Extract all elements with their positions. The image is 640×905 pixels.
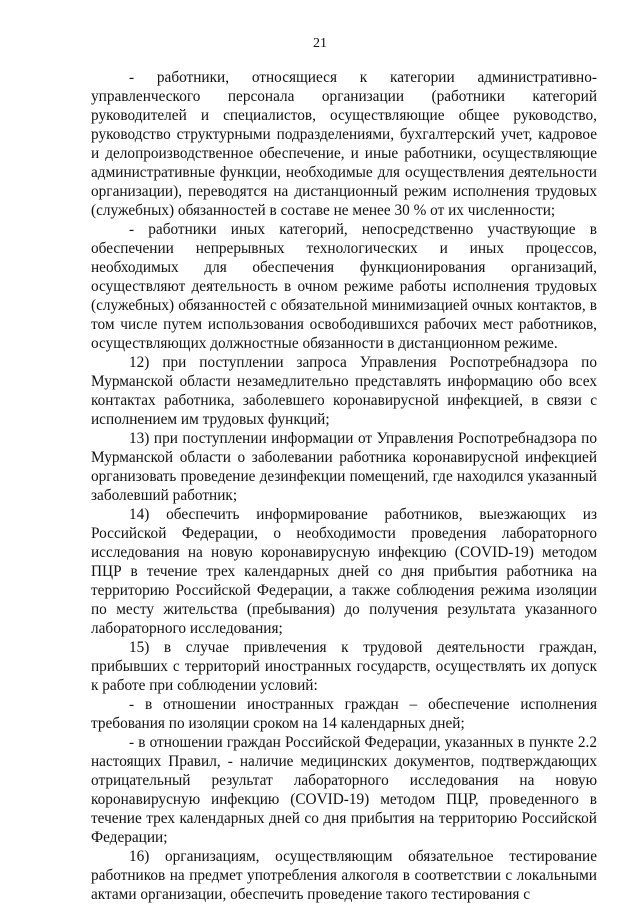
- paragraph-item-13: 13) при поступлении информации от Управления Роспотребнадзора по Мурманской области о заболевании работника коронавирусной инфекцией организовать проведение дезинфекции помещений, где находился указанный заболевший работник;: [91, 430, 597, 504]
- paragraph-russian-citizens: - в отношении граждан Российской Федерации, указанных в пункте 2.2 настоящих Правил, - наличие медицинских документов, подтверждающих отрицательный результат лабораторного исследования на новую коронавирусную инфекцию (COVID-19) методом ПЦР, проведенного в течение трех календарных дней со дня прибытия на территорию Российской Федерации;: [91, 734, 597, 846]
- paragraph-foreign-citizens: - в отношении иностранных граждан – обеспечение исполнения требования по изоляции сроком на 14 календарных дней;: [91, 696, 597, 732]
- paragraph-item-16: 16) организациям, осуществляющим обязательное тестирование работников на предмет употребления алкоголя в соответствии с локальными актами организации, обеспечить проведение такого тестирования с: [91, 848, 597, 903]
- paragraph-item-14: 14) обеспечить информирование работников, выезжающих из Российской Федерации, о необходимости проведения лабораторного исследования на новую коронавирусную инфекцию (COVID-19) методом ПЦР в течение трех календарных дней со дня прибытия работника на территорию Российской Федерации, а также соблюдения режима изоляции по месту жительства (пребывания) до получения результата указанного лабораторного исследования;: [91, 506, 597, 637]
- page-number: 21: [313, 36, 327, 51]
- paragraph-other-staff: - работники иных категорий, непосредственно участвующие в обеспечении непрерывных технологических и иных процессов, необходимых для обеспечения функционирования организаций, осуществляют деятельность в очном режиме работы исполнения трудовых (служебных) обязанностей с обязательной минимизацией очных контактов, в том числе путем использования освободившихся рабочих мест работников, осуществляющих должностные обязанности в дистанционном режиме.: [91, 221, 597, 352]
- document-body: [91, 68, 597, 904]
- paragraph-admin-staff: - работники, относящиеся к категории административно-управленческого персонала организации (работники категорий руководителей и специалистов, осуществляющие общее руководство, руководство структурными подразделениями, бухгалтерский учет, кадровое и делопроизводственное обеспечение, и иные работники, осуществляющие административные функции, необходимые для осуществления деятельности организации), переводятся на дистанционный режим исполнения трудовых (служебных) обязанностей в составе не менее 30 % от их численности;: [91, 69, 597, 219]
- paragraph-item-12: 12) при поступлении запроса Управления Роспотребнадзора по Мурманской области незамедлительно представлять информацию обо всех контактах работника, заболевшего коронавирусной инфекцией, в связи с исполнением им трудовых функций;: [91, 354, 597, 428]
- paragraph-item-15: 15) в случае привлечения к трудовой деятельности граждан, прибывших с территорий иностранных государств, осуществлять их допуск к работе при соблюдении условий:: [91, 639, 597, 694]
